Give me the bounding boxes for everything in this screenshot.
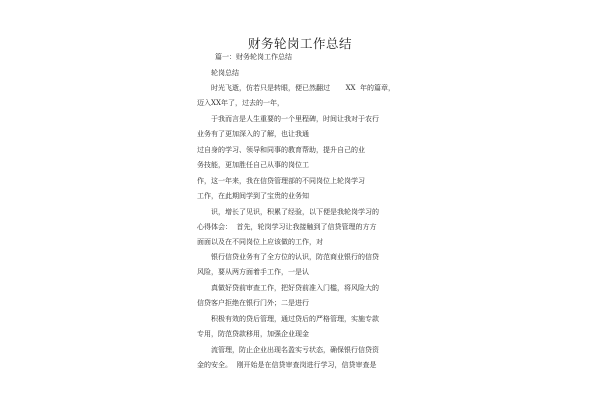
paragraph-line: 信贷客户拒绝在银行门外；二是进行 bbox=[197, 299, 309, 307]
paragraph-line: 风险，要从两方面着手工作，一是认 bbox=[197, 268, 309, 276]
paragraph-line: 业务有了更加深入的了解，也让我通 bbox=[197, 130, 309, 138]
paragraph-line: 专用，防范贷款移用，加强企业现金 bbox=[197, 330, 309, 338]
document-title: 财务轮岗工作总结 bbox=[247, 36, 352, 51]
heading-line: 轮岗总结 bbox=[211, 69, 239, 77]
paragraph-line: 真做好贷前审查工作，把好贷前准入门槛，将风险大的 bbox=[211, 284, 379, 292]
paragraph-line: 流管理，防止企业出现名盈实亏状态，确保银行信贷资 bbox=[211, 346, 379, 354]
paragraph-line: 于我而言是人生重要的一个里程碑，时间让我对于农行 bbox=[211, 115, 379, 123]
paragraph-line: 务技能，更加胜任自己从事的岗位工 bbox=[197, 161, 309, 169]
paragraph-line: 识，增长了见识，积累了经验，以下便是我轮岗学习的 bbox=[211, 208, 379, 216]
paragraph-line: 时光飞逝，仿若只是转眼，便已然翻过 XX 年的篇章， bbox=[211, 84, 395, 92]
paragraph-line: 迈入XX年了，过去的一年， bbox=[197, 99, 284, 107]
paragraph-line: 过自身的学习、领导和同事的教育帮助，提升自己的业 bbox=[197, 146, 365, 154]
paragraph-line: 面面以及在不同岗位上应该做的工作，对 bbox=[197, 238, 323, 246]
subtitle-line: 篇一：财务轮岗工作总结 bbox=[215, 53, 292, 61]
paragraph-line: 积极有效的贷后管理，通过贷后的严格管理，实施专款 bbox=[211, 315, 379, 323]
paragraph-line: 心得体会： 首先，轮岗学习让我接触到了信贷管理的方方 bbox=[197, 223, 377, 231]
paragraph-line: 作，这一年来，我在信贷管理部的不同岗位上轮岗学习 bbox=[197, 177, 365, 185]
paragraph-line: 工作，在此期间学到了宝贵的业务知 bbox=[197, 192, 309, 200]
paragraph-line: 银行信贷业务有了全方位的认识，防范商业银行的信贷 bbox=[211, 253, 379, 261]
paragraph-line: 金的安全。 刚开始是在信贷审查岗进行学习，信贷审查是 bbox=[197, 361, 377, 369]
